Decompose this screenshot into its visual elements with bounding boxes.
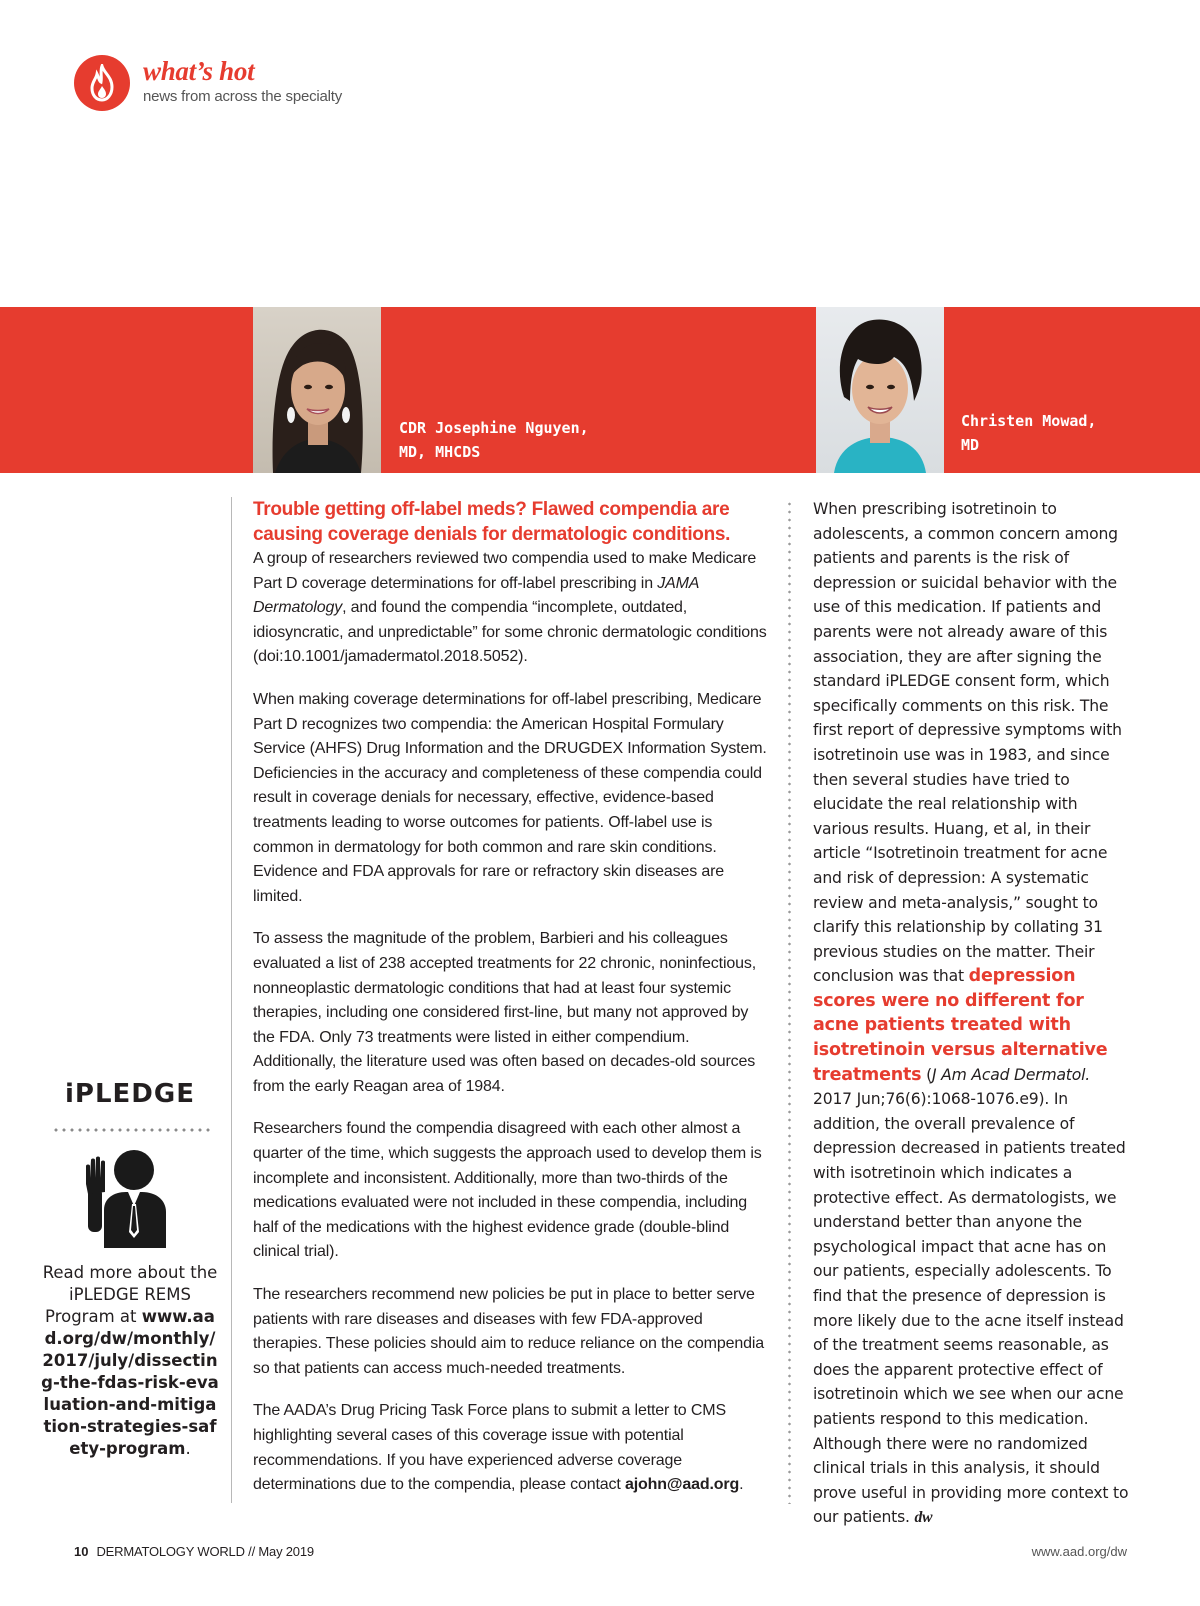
article-headline: Trouble getting off-label meds? Flawed compendia are causing coverage denials for dermatologic conditions. [253,499,731,545]
author-photo-mowad [816,307,944,473]
section-subtitle: news from across the specialty [143,88,343,105]
article-paragraph [253,547,773,670]
footer-folio [74,1544,314,1559]
author-credentials-line: MD [961,436,980,454]
author-credentials-line: MD, MHCDS [399,443,481,461]
section-logo [74,55,130,111]
article-paragraph: To assess the magnitude of the problem, Barbieri and his colleagues evaluated a list of 238 accepted treatments for 22 chronic, noninfectious, nonneoplastic dermatologic conditions that had at least four systemic therapies, including one considered first-line, but many not approved by the FDA. Only 73 treatments were listed in either compendium. Additionally, the literature used was often based on decades-old sources from the early Reagan area of 1984. [253,930,756,1095]
author-name-line: Christen Mowad, [961,412,1097,430]
article-paragraph: When making coverage determinations for off-label prescribing, Medicare Part D recognizes two compendia: the American Hospital Formulary Service (AHFS) Drug Information and the DRUGDEX Information System. Deficiencies in the accuracy and completeness of these compendia could result in coverage denials for necessary, effective, evidence-based treatments leading to worse outcomes for patients. Off-label use is common in dermatology for both common and rare skin conditions. Evidence and FDA approvals for rare or refractory skin diseases are limited. [253,690,767,905]
contact-email-link[interactable]: ajohn@aad.org [625,1476,740,1494]
sidebar-read-more [40,1262,220,1460]
journal-name: J Am Acad Dermatol. [932,1065,1090,1084]
article-paragraph [253,1399,773,1497]
sidebar-text-suffix: . [185,1439,191,1458]
author-name-line: CDR Josephine Nguyen, [399,419,589,437]
column-divider-dotted [788,500,791,1504]
author-name-nguyen [399,416,589,464]
sidebar-link[interactable]: www.aad.org/dw/monthly/2017/july/dissecting-the-fdas-risk-evaluation-and-mitigation-strategies-safety-program [41,1307,219,1458]
section-title: what’s hot [143,56,255,86]
paragraph-text: , and found the compendia “incomplete, outdated, idiosyncratic, and unpredictable” for some chronic dermatologic conditions (doi:10.1001/jamadermatol.2018.5052). [253,599,767,666]
article-paragraph: The researchers recommend new policies be put in place to better serve patients with rare diseases and diseases with few FDA-approved therapies. These policies should aim to reduce reliance on the compendia so that patients can access much-needed treatments. [253,1286,764,1377]
paragraph-text: The AADA’s Drug Pricing Task Force plans to submit a letter to CMS highlighting several cases of this coverage issue with potential recommendations. If you have experienced adverse coverage determinations due to the compendia, please contact [253,1402,726,1494]
paragraph-text: A group of researchers reviewed two compendia used to make Medicare Part D coverage determinations for off-label prescribing in [253,550,757,592]
sidebar-title: iPLEDGE [65,1079,195,1109]
article-isotretinoin [813,497,1133,1531]
flame-icon [86,64,118,102]
column-divider-left [231,497,232,1503]
paragraph-text: ( [921,1065,933,1084]
highlighted-conclusion: depression scores were no different for acne patients treated with isotretinoin versus alternative treatments [813,966,1108,1085]
paragraph-text: 2017 Jun;76(6):1068-1076.e9). In addition, the overall prevalence of depression decreased in patients treated with isotretinoin which indicates a protective effect. As dermatologists, we understand better than anyone the psychological impact that acne has on our patients, especially adolescents. To find that the presence of depression is more likely due to the acne itself instead of the treatment seems reasonable, as does the apparent protective effect of isotretinoin which we see when our acne patients respond to this medication. Although there were no randomized clinical trials in this analysis, it should prove useful in providing more context to our patients. [813,1090,1129,1527]
footer-website[interactable]: www.aad.org/dw [1031,1544,1127,1559]
person-raised-hand-icon [84,1148,176,1253]
journal-name: JAMA Dermatology [253,574,699,617]
paragraph-text: When prescribing isotretinoin to adolescents, a common concern among patients and parents is the risk of depression or suicidal behavior with the use of this medication. If patients and parents were not already aware of this association, they are after signing the standard iPLEDGE consent form, which specifically comments on this risk. The first report of depressive symptoms with isotretinoin use was in 1983, and since then several studies have tried to elucidate the real relationship with various results. Huang, et al, in their article “Isotretinoin treatment for acne and risk of depression: A systematic review and meta-analysis,” sought to clarify this relationship by collating 31 previous studies on the matter. Their conclusion was that [813,500,1122,986]
sidebar-text-prefix: Read more about the iPLEDGE REMS Program at [42,1263,218,1326]
publication-name: DERMATOLOGY WORLD // May 2019 [96,1544,314,1559]
paragraph-text: . [739,1476,744,1494]
page-number: 10 [74,1544,89,1559]
end-mark: dw [914,1509,933,1527]
article-paragraph: Researchers found the compendia disagreed with each other almost a quarter of the time, which suggests the approach used to develop them is incomplete and inconsistent. Additionally, more than two-thirds of the medications evaluated were not included in these compendia, including half of the medications with the highest evidence grade (double-blind clinical trial). [253,1120,762,1261]
article-compendia [253,497,773,1516]
author-photo-nguyen [253,307,381,473]
author-name-mowad [961,409,1096,457]
sidebar-dotted-rule [52,1128,210,1132]
